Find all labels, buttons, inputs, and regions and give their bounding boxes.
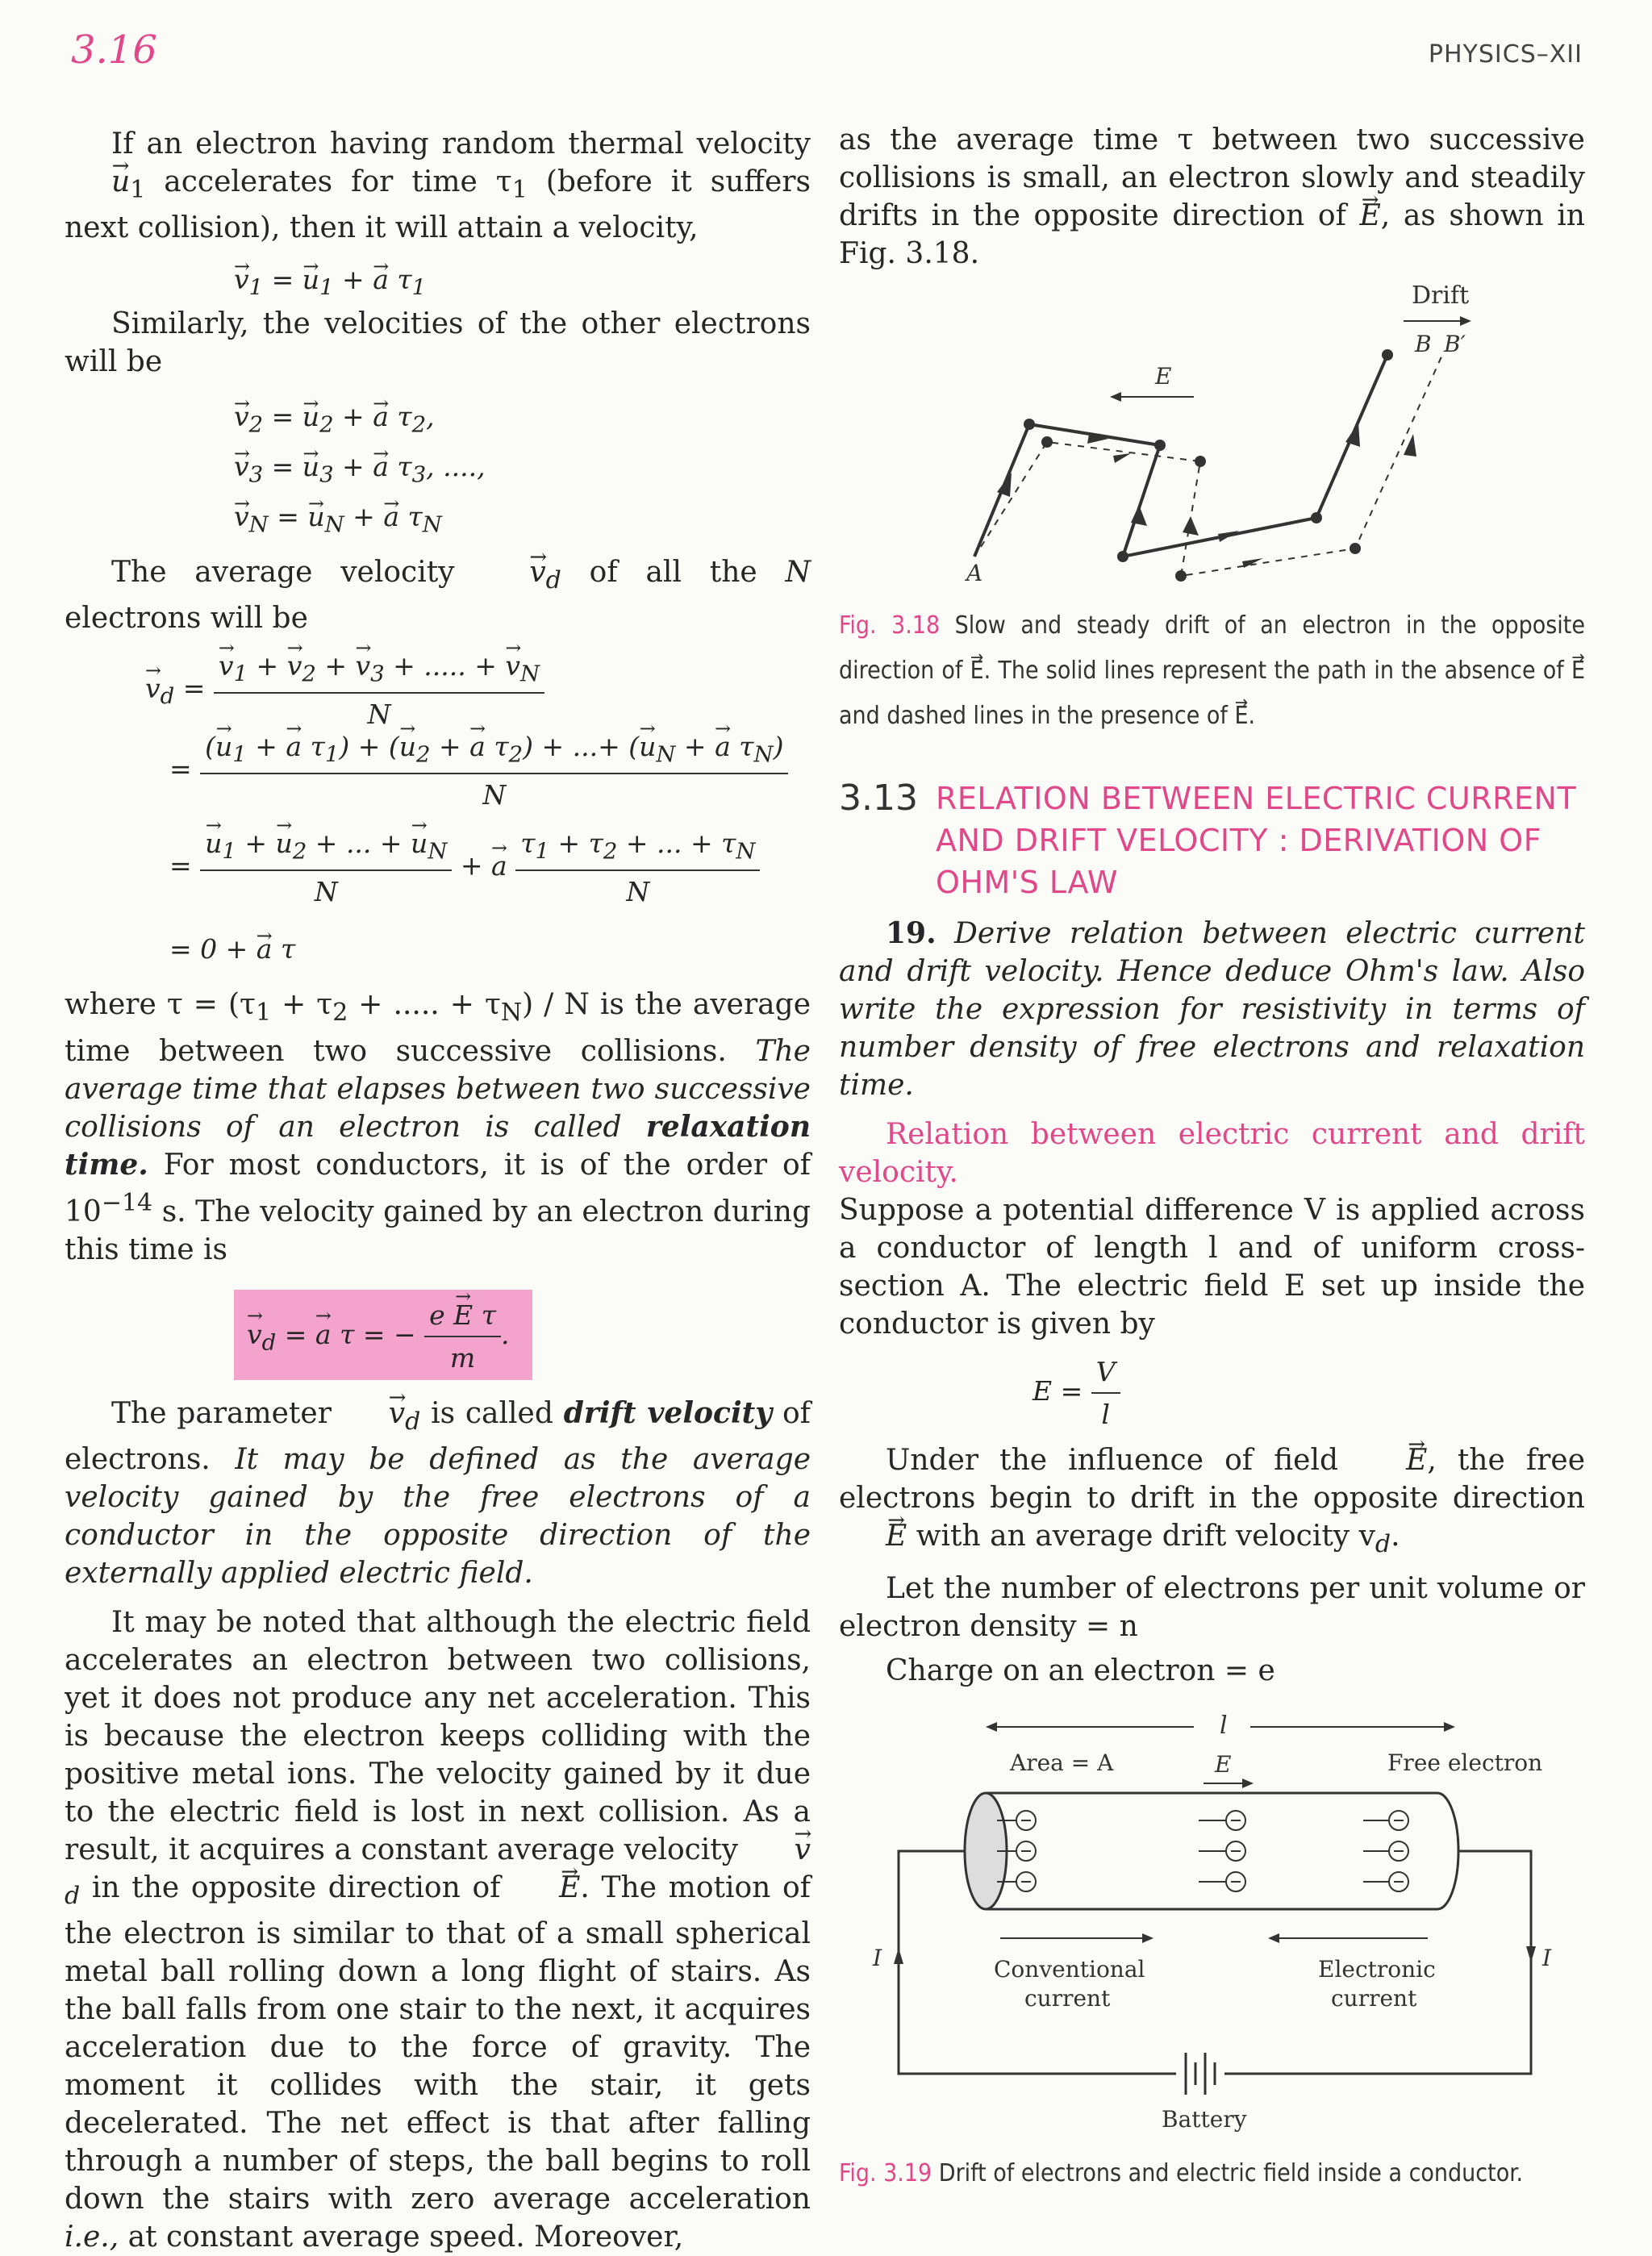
figure-3-18-caption: Fig. 3.18 Slow and steady drift of an electron in the opposite direction of → E. The solid lines represent the path in the absence of → E and dashed lines in the presence of → E.: [839, 603, 1585, 739]
free-electron-label: Free electron: [1387, 1749, 1543, 1777]
paragraph-no-net-acceleration: It may be noted that although the electric field accelerates an electron between two collisions, yet it does not produce any net acceleration. This is because the electron keeps colliding with the positive metal ions. The velocity gained by it due to the electric field is lost in next collision. As a result, it acquires a constant average velocity → $v_d$ in the opposite direction of → E. The motion of the electron is similar to that of a small spherical metal ball rolling down a long flight of stairs. As the ball falls from one stair to the next, it acquires acceleration due to the force of gravity. The moment it collides with the stair, it gets decelerated. The net effect is that after falling through a number of steps, the ball begins to roll down the stairs with zero average acceleration i.e., at constant average speed. Moreover,: [65, 1603, 811, 2256]
equations-v2-vn: → $v_2$ = → $u_2$ + → a $\tau_2$, → $v_3$ = → $u_3$ + → a $\tau_3$, ...., → $v_N$ = → $u_N$ + → a $\tau_N$: [234, 392, 811, 542]
current-arrow-right: [1526, 1946, 1536, 1962]
figure-3-18-diagram: [839, 274, 1585, 597]
point-b-prime-label: B′: [1444, 331, 1466, 357]
paragraph-suppose: Suppose a potential difference V is applied across a conductor of length l and of uniform cross-section A. The electric field E set up inside the conductor is given by: [839, 1194, 1585, 1341]
paragraph-electron-density: Let the number of electrons per unit volume or electron density = n: [839, 1572, 1585, 1644]
paragraph-charge: Charge on an electron = e: [886, 1654, 1275, 1688]
left-column: [65, 125, 811, 2256]
section-number: 3.13: [839, 778, 918, 819]
subheading-relation: Relation between electric current and drift velocity.: [839, 1118, 1585, 1189]
area-label: Area = A: [1010, 1749, 1114, 1777]
section-heading: [839, 778, 1585, 915]
paragraph-drift-velocity: The parameter → $v_d$ is called drift velocity of electrons. It may be defined as the average velocity gained by the free electrons of a conductor in the opposite direction of the externally applied electric field.: [65, 1395, 811, 1592]
length-l-label: l: [1220, 1712, 1228, 1741]
boxed-drift-equation: → $v_d$ = → a τ = − $\frac{\text{e → E τ}}{m}$ .: [234, 1290, 811, 1380]
paragraph-thermal-velocity: If an electron having random thermal velocity → $u_1$ accelerates for time $\tau_1$ (before it suffers next collision), then it will attain a velocity,: [65, 125, 811, 247]
figure-3-19-caption: Fig. 3.19 Drift of electrons and electric field inside a conductor.: [839, 2159, 1524, 2188]
electronic-label-1: Electronic: [1318, 1956, 1436, 1983]
section-title: RELATION BETWEEN ELECTRIC CURRENT AND DRIFT VELOCITY : DERIVATION OF OHM'S LAW: [936, 781, 1577, 900]
electronic-label-2: current: [1331, 1985, 1417, 2012]
equation-field: E = $\frac{V}{l}$: [1032, 1356, 1585, 1437]
figure-3-19-diagram: [839, 1704, 1585, 2140]
paragraph-relaxation-time: where $\tau = (\tau_1 + \tau_2$ + ..... + $\tau_N$) / N is the average time between two successive collisions. The average time that elapses between two successive collisions of an electron is called relaxation time. For most conductors, it is of the order of $10^{-14}$ s. The velocity gained by an electron during this time is: [65, 988, 811, 1266]
page-number: 3.16: [71, 27, 157, 73]
battery-symbol: [1186, 2053, 1215, 2095]
right-column: [839, 121, 1585, 2196]
conventional-label-2: current: [1024, 1985, 1111, 2012]
point-b-label: B: [1415, 331, 1432, 357]
field-e-label: E: [1155, 363, 1172, 390]
question-19: 19. Derive relation between electric current and drift velocity. Hence deduce Ohm's law. Also write the expression for resistivity in terms of number density of free electrons and relaxation time.: [839, 916, 1585, 1102]
solid-path: [974, 355, 1387, 557]
paragraph-average-velocity: The average velocity → $v_d$ of all the N electrons will be: [65, 553, 811, 637]
drift-label: Drift: [1412, 281, 1470, 310]
paragraph-continuation: as the average time τ between two successive collisions is small, an electron slowly and steadily drifts in the opposite direction of → E, as shown in Fig. 3.18.: [839, 121, 1585, 273]
point-a-label: A: [966, 560, 983, 586]
equation-v1: → $v_1$ = → $u_1$ + → a $\tau_1$: [234, 255, 811, 305]
paragraph-similarly: Similarly, the velocities of the other electrons will be: [65, 307, 811, 379]
field-e-label-19: E: [1215, 1751, 1232, 1779]
battery-label: Battery: [1162, 2106, 1247, 2133]
paragraph-influence: Under the influence of field → E, the free electrons begin to drift in the opposite direction → E with an average drift velocity $v_d$.: [839, 1441, 1585, 1563]
book-title: PHYSICS–XII: [1428, 40, 1583, 69]
current-arrow-left: [894, 1948, 903, 1964]
free-electrons: [997, 1811, 1408, 1891]
conventional-label-1: Conventional: [994, 1956, 1145, 1983]
current-i-right: I: [1542, 1945, 1552, 1972]
equation-average-drift: → $v_d$ = → $\frac{v_1 + \to v_2 + \to v_3 + ..... + \to v_N}{N}$ = $\frac{(\to u_1 + \to a \tau_1) + (\to u_2 + \to a \tau_2) + ...+ (\to u_N + \to a \tau_N)}{N}$ = → $\frac{u_1 + \to u_2 + ... + \to u_N}{N}$ + → a $\frac{\tau_1 + \tau_2 + ... + \tau_N}{N}$ = 0 + → a τ: [145, 650, 811, 974]
current-i-left: I: [873, 1945, 882, 1972]
